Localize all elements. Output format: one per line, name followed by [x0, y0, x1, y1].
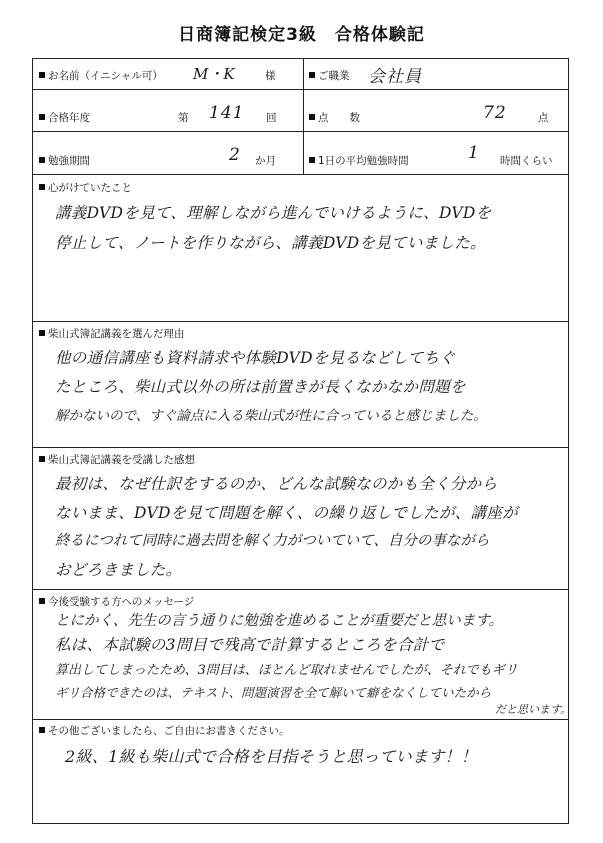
- row-divider: [33, 447, 568, 448]
- row-divider: [33, 321, 568, 322]
- bullet-square-icon: [39, 184, 45, 190]
- daily-value: 1: [468, 143, 480, 163]
- period-value: 2: [229, 145, 241, 165]
- row-divider: [33, 589, 568, 590]
- impression-line: 終るにつれて同時に過去問を解く力がついていて、自分の事ながら: [55, 533, 490, 549]
- kokorogake-line: 停止して、ノートを作りながら、講義DVDを見ていました。: [55, 234, 486, 252]
- bullet-square-icon: [309, 72, 315, 78]
- bullet-square-icon: [39, 157, 45, 163]
- daily-suffix: 時間くらい: [500, 155, 553, 167]
- impression-line: ないまま、DVDを見て問題を解く、の繰り返しでしたが、講座が: [55, 504, 518, 522]
- reason-line: 他の通信講座も資料請求や体験DVDを見るなどしてちぐ: [55, 349, 456, 367]
- row-divider: [33, 174, 568, 175]
- column-divider: [303, 59, 304, 174]
- score-value: 72: [483, 103, 507, 123]
- message-line: 算出してしまったため、3問目は、ほとんど取れませんでしたが、それでもギリ: [55, 663, 518, 678]
- occupation-value: 会社員: [368, 67, 422, 87]
- bullet-square-icon: [39, 598, 45, 604]
- row-divider: [33, 89, 568, 90]
- period-suffix: か月: [255, 155, 276, 167]
- message-note: だと思います。: [495, 703, 572, 716]
- year-label: 合格年度: [39, 110, 90, 125]
- message-line: 私は、本試験の3問目で残高で計算するところを合計で: [55, 636, 445, 654]
- kokorogake-line: 講義DVDを見て、理解しながら進んでいけるように、DVDを: [55, 204, 492, 222]
- row-divider: [33, 131, 568, 132]
- bullet-square-icon: [309, 114, 315, 120]
- section-label-impression: 柴山式簿記講義を受講した感想: [39, 452, 195, 467]
- reason-line: たところ、柴山式以外の所は前置きが長くなかなか問題を: [55, 378, 466, 396]
- score-label: 点 数: [309, 110, 360, 125]
- row-divider: [33, 719, 568, 720]
- section-label-kokorogake: 心がけていたこと: [39, 180, 132, 195]
- occupation-label: ご職業: [309, 68, 350, 83]
- name-label: お名前（イニシャル可）: [39, 68, 163, 83]
- page-title: 日商簿記検定3級 合格体験記: [178, 25, 425, 45]
- other-line: 2級、1級も柴山式で合格を目指そうと思っています！！: [65, 747, 478, 766]
- period-label: 勉強期間: [39, 153, 90, 168]
- impression-line: おどろきました。: [55, 561, 182, 579]
- message-line: ギリ合格できたのは、テキスト、問題演習を全て解いて癖をなくしていたから: [55, 685, 492, 700]
- score-suffix: 点: [538, 112, 549, 124]
- impression-line: 最初は、なぜ仕訳をするのか、どんな試験なのかも全く分から: [55, 475, 498, 493]
- form-frame: [32, 58, 572, 824]
- bullet-square-icon: [39, 456, 45, 462]
- bullet-square-icon: [39, 727, 45, 733]
- section-label-other: その他ございましたら、ご自由にお書きください。: [39, 723, 290, 738]
- year-prefix: 第: [178, 112, 189, 124]
- reason-line: 解かないので、すぐ論点に入る柴山式が性に合っていると感じました。: [55, 408, 487, 424]
- year-suffix: 回: [266, 112, 277, 124]
- name-suffix: 様: [265, 70, 276, 82]
- bullet-square-icon: [309, 157, 315, 163]
- message-line: とにかく、先生の言う通りに勉強を進めることが重要だと思います。: [55, 613, 504, 629]
- year-value: 141: [209, 103, 245, 123]
- bullet-square-icon: [39, 72, 45, 78]
- name-value: M・K: [193, 65, 235, 83]
- daily-label: 1日の平均勉強時間: [309, 153, 409, 168]
- section-label-message: 今後受験する方へのメッセージ: [39, 594, 194, 609]
- section-label-reason: 柴山式簿記講義を選んだ理由: [39, 326, 185, 341]
- bullet-square-icon: [39, 330, 45, 336]
- bullet-square-icon: [39, 114, 45, 120]
